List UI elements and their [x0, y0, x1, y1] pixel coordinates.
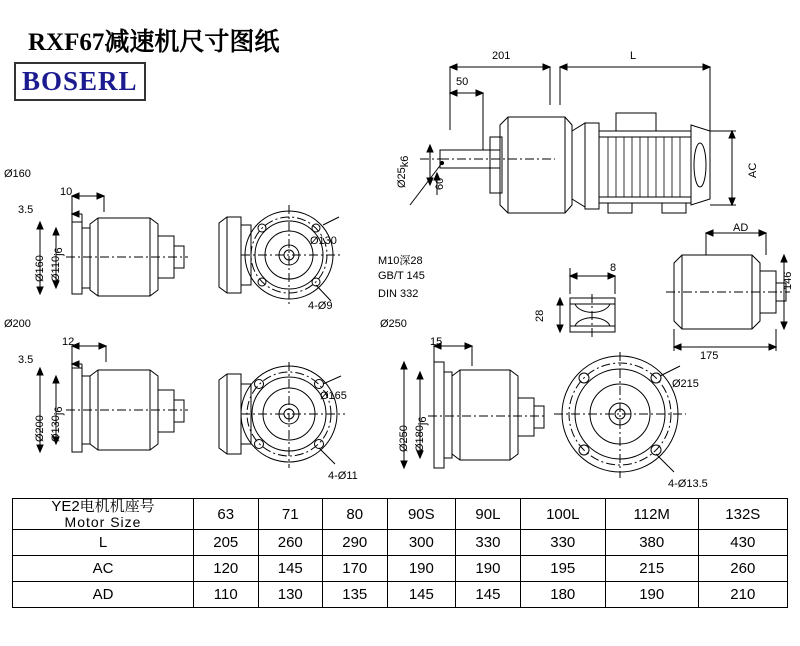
cell: 145: [258, 556, 323, 582]
table-row: [13, 582, 788, 608]
dim-12: 12: [62, 336, 75, 348]
table-header-row: [13, 499, 788, 530]
dim-shaft-25k6: Ø25k6: [396, 155, 412, 188]
dim-key-8: 8: [610, 262, 617, 274]
cell: 215: [605, 556, 698, 582]
dim-200: Ø200: [34, 415, 46, 442]
cell: 380: [605, 530, 698, 556]
table-header-motor-size: YE2电机机座号 Motor Size: [13, 499, 194, 530]
dim-160: Ø160: [34, 255, 46, 282]
cell: 330: [456, 530, 521, 556]
view-flange160-front: [205, 195, 355, 315]
row-label: AD: [13, 582, 194, 608]
holes-4-11: 4-Ø11: [328, 470, 358, 482]
cell: 300: [387, 530, 456, 556]
thread-note-line3: DIN 332: [378, 288, 419, 300]
dim-60: 60: [434, 177, 446, 190]
view-flange250-front: [540, 348, 710, 488]
dim-130-bolt-circle: Ø130: [310, 235, 337, 247]
cell: 145: [387, 582, 456, 608]
dim-10: 10: [60, 186, 73, 198]
dim-130j6: Ø130j6: [50, 406, 66, 442]
cell: 120: [194, 556, 259, 582]
cell: 135: [323, 582, 388, 608]
cell: 145: [456, 582, 521, 608]
view-flange160-side: [10, 182, 190, 302]
col-header: 112M: [605, 499, 698, 530]
dim-146: 146: [782, 271, 794, 290]
dim-AC: AC: [747, 162, 759, 178]
dim-110j6: Ø110j6: [50, 247, 66, 282]
holes-4-9: 4-Ø9: [308, 300, 333, 312]
holes-4-13-5: 4-Ø13.5: [668, 478, 708, 490]
dim-175: 175: [700, 350, 719, 362]
cell: 190: [605, 582, 698, 608]
brand-logo: [14, 62, 146, 101]
cell: 190: [387, 556, 456, 582]
cell: 330: [520, 530, 605, 556]
dim-3-5-160: 3.5: [18, 204, 34, 216]
cell: 195: [520, 556, 605, 582]
row-label: AC: [13, 556, 194, 582]
cell: 170: [323, 556, 388, 582]
table-row: [13, 530, 788, 556]
cell: 130: [258, 582, 323, 608]
cell: 290: [323, 530, 388, 556]
row-label: L: [13, 530, 194, 556]
cell: 260: [258, 530, 323, 556]
dim-3-5-200: 3.5: [18, 354, 34, 366]
label-flange-200: Ø200: [4, 318, 31, 330]
dim-250: Ø250: [398, 425, 410, 452]
view-flange250-side: [388, 332, 548, 477]
thread-note-line2: GB/T 145: [378, 270, 425, 282]
dim-L: L: [630, 50, 637, 62]
cell: 210: [698, 582, 787, 608]
col-header: 90L: [456, 499, 521, 530]
col-header: 100L: [520, 499, 605, 530]
dim-50: 50: [456, 76, 469, 88]
dimension-table: [12, 498, 788, 608]
col-header: 63: [194, 499, 259, 530]
col-header: 132S: [698, 499, 787, 530]
view-flange200-front: [205, 350, 355, 480]
view-keyway-section: [540, 258, 650, 343]
col-header: 80: [323, 499, 388, 530]
cell: 430: [698, 530, 787, 556]
dim-165-bolt-circle: Ø165: [320, 390, 347, 402]
table-row: [13, 556, 788, 582]
dim-180j6: Ø180j6: [414, 416, 430, 452]
cell: 205: [194, 530, 259, 556]
dim-15: 15: [430, 336, 443, 348]
view-right-small: [660, 215, 800, 365]
label-flange-160: Ø160: [4, 168, 31, 180]
logo-text: BOSERL: [22, 66, 138, 96]
cell: 190: [456, 556, 521, 582]
view-flange200-side: [10, 332, 190, 462]
label-flange-250: Ø250: [380, 318, 407, 330]
dim-201: 201: [492, 50, 511, 62]
dim-215-bolt-circle: Ø215: [672, 378, 699, 390]
dim-key-28: 28: [534, 309, 546, 322]
thread-note-line1: M10深28: [378, 255, 423, 267]
col-header: 71: [258, 499, 323, 530]
cell: 260: [698, 556, 787, 582]
col-header: 90S: [387, 499, 456, 530]
dim-AD: AD: [733, 222, 749, 234]
cell: 110: [194, 582, 259, 608]
page-title: RXF67减速机尺寸图纸: [28, 29, 280, 56]
cell: 180: [520, 582, 605, 608]
